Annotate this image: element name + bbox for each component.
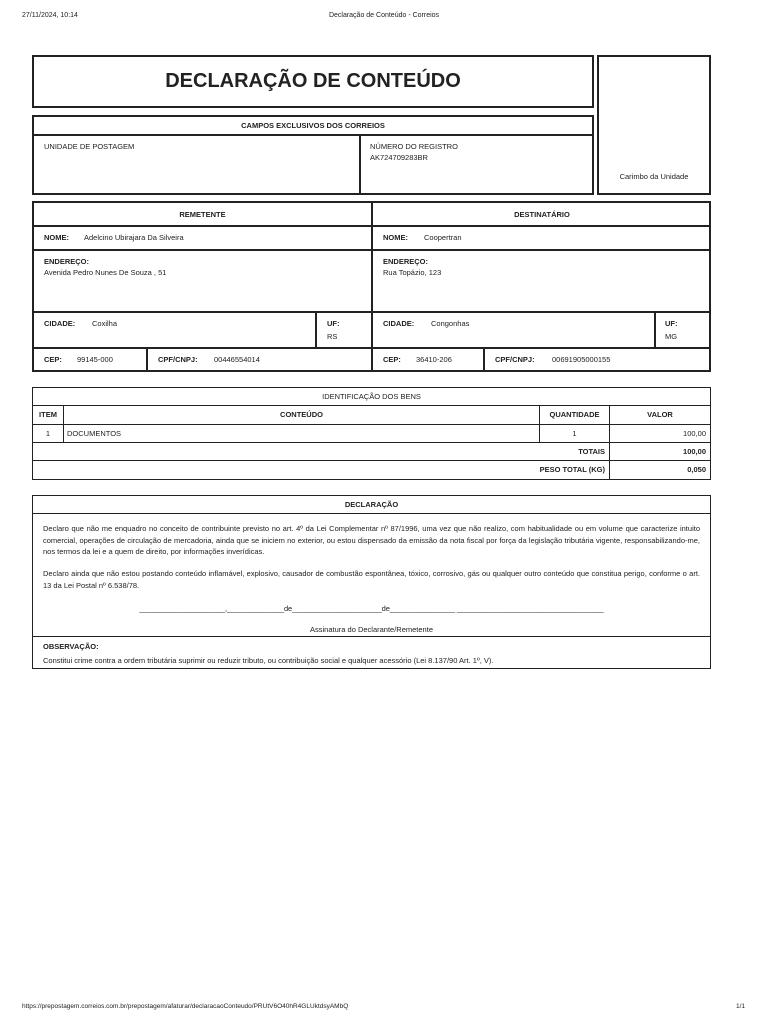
destinatario-uf: MG [665,332,678,341]
declaracao-header: DECLARAÇÃO [344,500,399,509]
unidade-label: UNIDADE DE POSTAGEM [44,142,135,151]
signature-line: _____________________,______________de______________________de________________ ____________________________________ [139,604,604,613]
destinatario-cpf: 00691905000155 [552,355,611,364]
col-quantidade: QUANTIDADE [549,410,600,419]
remetente-header: REMETENTE [179,210,226,219]
destinatario-uf-label: UF: [665,319,678,328]
numero-registro-value: AK724709283BR [370,153,428,162]
remetente-endereco-label: ENDEREÇO: [44,257,90,266]
destinatario-cep-label: CEP: [383,355,401,364]
print-page-title: Declaração de Conteúdo - Correios [328,12,440,19]
destinatario-header: DESTINATÁRIO [514,210,570,219]
peso-label: PESO TOTAL (KG) [539,465,605,474]
peso-value: 0,050 [687,465,706,474]
numero-registro-label: NÚMERO DO REGISTRO [370,142,458,151]
destinatario-cep: 36410-206 [416,355,452,364]
remetente-cpf: 00446554014 [214,355,260,364]
observacao-text: Constitui crime contra a ordem tributária suprimir ou reduzir tributo, ou contribuição social e qualquer acessório (Lei 8.137/90 Art. 1º, V). [43,656,494,665]
remetente-cep-label: CEP: [44,355,62,364]
destinatario-cidade: Congonhas [431,319,470,328]
remetente-cep: 99145-000 [77,355,113,364]
remetente-nome-label: NOME: [44,233,69,242]
bens-table [32,387,711,480]
destinatario-nome: Coopertran [424,233,462,242]
destinatario-cpf-label: CPF/CNPJ: [495,355,535,364]
carimbo-box [597,55,711,195]
row-quantidade: 1 [572,429,577,438]
remetente-uf: RS [327,332,338,341]
destinatario-nome-label: NOME: [383,233,408,242]
remetente-cidade: Coxilha [92,319,118,328]
remetente-uf-label: UF: [327,319,340,328]
observacao-label: OBSERVAÇÃO: [43,642,99,651]
remetente-cidade-label: CIDADE: [44,319,76,328]
remetente-endereco: Avenida Pedro Nunes De Souza , 51 [44,268,167,277]
destinatario-endereco: Rua Topázio, 123 [383,268,442,277]
carimbo-label: Carimbo da Unidade [619,172,689,181]
destinatario-cidade-label: CIDADE: [383,319,415,328]
col-valor: VALOR [647,410,673,419]
title-box [32,55,594,108]
print-datetime: 27/11/2024, 10:14 [22,12,78,19]
print-page-number: 1/1 [736,1003,746,1010]
row-valor: 100,00 [683,429,706,438]
addresses-box [32,201,711,372]
destinatario-endereco-label: ENDEREÇO: [383,257,429,266]
totais-label: TOTAIS [578,447,605,456]
remetente-nome: Adelcino Ubirajara Da Silveira [84,233,184,242]
signature-caption: Assinatura do Declarante/Remetente [310,625,433,634]
campos-header: CAMPOS EXCLUSIVOS DOS CORREIOS [241,121,385,130]
col-conteudo: CONTEÚDO [280,410,323,419]
totais-value: 100,00 [683,447,706,456]
campos-correios-box [32,115,594,195]
row-item: 1 [45,429,51,438]
bens-title: IDENTIFICAÇÃO DOS BENS [322,392,421,401]
col-item: ITEM [39,410,57,419]
remetente-cpf-label: CPF/CNPJ: [158,355,198,364]
declaracao-paragraph-2: Declaro ainda que não estou postando conteúdo inflamável, explosivo, causador de combustão espontânea, tóxico, corrosivo, gás ou qualquer outro conteúdo que constitua perigo, conforme o art. 13 da Lei Postal nº 6.538/78. [43,569,700,590]
document-title: DECLARAÇÃO DE CONTEÚDO [165,70,461,92]
declaracao-box [32,495,711,669]
declaracao-paragraph-1: Declaro que não me enquadro no conceito de contribuinte previsto no art. 4º da Lei Complementar nº 87/1996, uma vez que não realizo, com habitualidade ou em volume que caracterize intuito comercial, operações de circulação de mercadoria, ainda que se iniciem no exterior, ou estou dispensado da emissão da nota fiscal por força da legislação tributária vigente, responsabilizando-me, nos termos da lei e a quem de direito, por informações inverídicas. [43,524,700,556]
print-url: https://prepostagem.correios.com.br/prepostagem/afaturar/declaracaoConteudo/PRUtV6O40hR4GLUktdsyAMbQ [22,1003,349,1010]
row-conteudo: DOCUMENTOS [67,429,122,438]
